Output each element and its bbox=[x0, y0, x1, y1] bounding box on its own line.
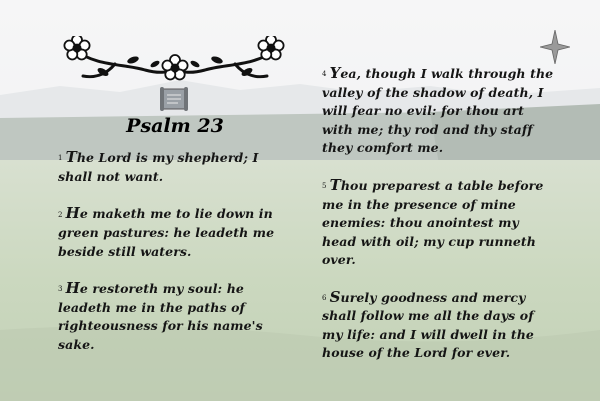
left-verse-column bbox=[58, 148, 290, 354]
verse-text: hou preparest a table before me in the presence of mine enemies: thou anointest my head with oil; my cup runneth over. bbox=[322, 177, 544, 267]
verse-number: 3 bbox=[58, 285, 63, 294]
verse-text: ea, though I walk through the valley of the shadow of death, I will fear no evil: for thou art with me; thy rod and thy staff they comfort me. bbox=[322, 66, 554, 156]
drop-cap: H bbox=[65, 279, 80, 297]
verse-text: e restoreth my soul: he leadeth me in the paths of righteousness for his name's sake. bbox=[58, 281, 263, 352]
page-title: Psalm 23 bbox=[126, 115, 224, 137]
verse-6 bbox=[322, 288, 554, 363]
right-verse-column bbox=[322, 64, 554, 363]
verse-number: 2 bbox=[58, 210, 63, 219]
verse-4 bbox=[322, 64, 554, 158]
drop-cap: T bbox=[65, 148, 77, 166]
verse-2 bbox=[58, 204, 290, 261]
verse-1 bbox=[58, 148, 290, 186]
scroll-plaque-icon bbox=[159, 86, 189, 112]
verse-number: 5 bbox=[322, 182, 327, 190]
verse-number: 1 bbox=[58, 154, 63, 163]
four-point-star-icon bbox=[540, 30, 570, 64]
drop-cap: T bbox=[329, 175, 341, 194]
drop-cap: S bbox=[329, 287, 341, 306]
verse-5 bbox=[322, 176, 554, 270]
drop-cap: H bbox=[65, 204, 80, 223]
drop-cap: Y bbox=[329, 64, 341, 82]
verse-text: he Lord is my shepherd; I shall not want. bbox=[58, 150, 259, 184]
verse-3 bbox=[58, 279, 290, 354]
verse-text: urely goodness and mercy shall follow me all the days of my life: and I will dwell in the house of the Lord for ever. bbox=[322, 289, 534, 361]
verse-number: 6 bbox=[322, 293, 327, 302]
floral-vine-ornament-icon bbox=[55, 36, 295, 86]
verse-number: 4 bbox=[322, 70, 327, 79]
verse-text: e maketh me to lie down in green pastures: he leadeth me beside still waters. bbox=[58, 206, 275, 259]
